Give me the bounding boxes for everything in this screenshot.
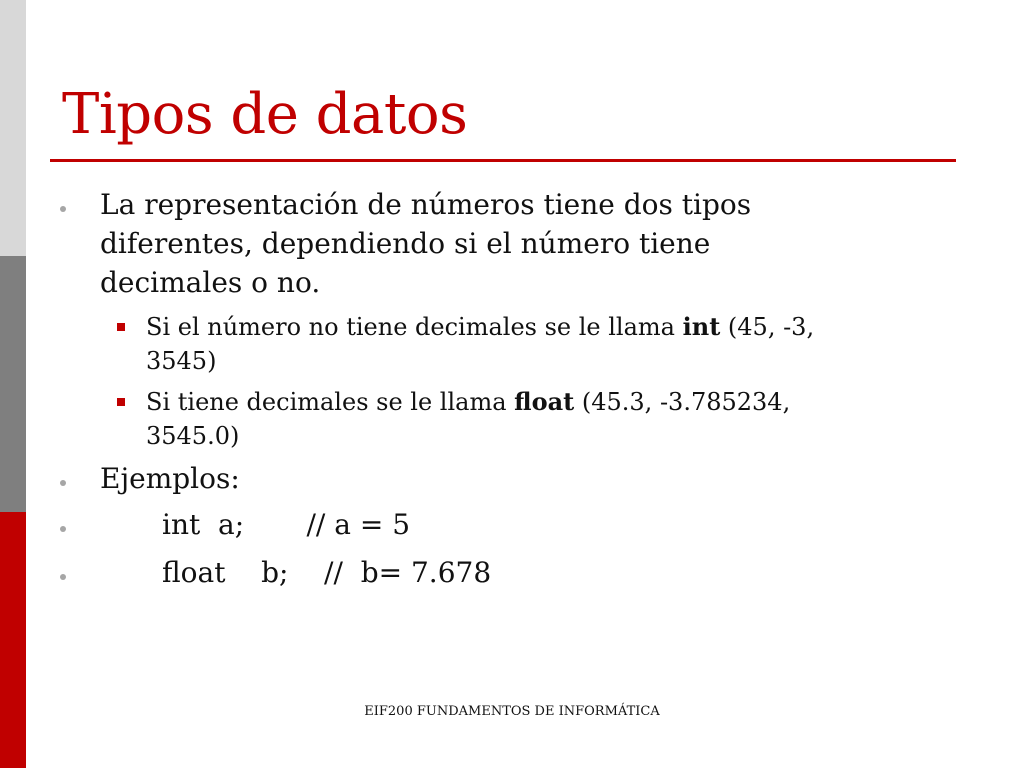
sub-bullet-int bbox=[146, 310, 814, 344]
sub-bullet-text: Si el número no tiene decimales se le llama bbox=[146, 313, 683, 341]
sub-bullet-text: (45.3, -3.785234, bbox=[574, 388, 791, 416]
footer-text: EIF200 FUNDAMENTOS DE INFORMÁTICA bbox=[364, 704, 660, 719]
code-line-float: float b; // b= 7.678 bbox=[162, 556, 492, 589]
sub-bullet-text: Si tiene decimales se le llama bbox=[146, 388, 515, 416]
sub-bullet-float bbox=[146, 385, 790, 419]
keyword-float: float bbox=[514, 387, 575, 416]
bullet-text-line: La representación de números tiene dos tipos bbox=[100, 188, 752, 221]
sub-bullet-square-icon bbox=[117, 398, 125, 406]
side-accent-bar bbox=[0, 0, 26, 768]
sub-bullet-continuation: 3545) bbox=[146, 347, 217, 375]
sub-bullet-square-icon bbox=[117, 323, 125, 331]
bullet-text-line: decimales o no. bbox=[100, 266, 321, 299]
slide-title: Tipos de datos bbox=[62, 82, 468, 147]
bullet-dot bbox=[60, 526, 66, 532]
bullet-text-line: diferentes, dependiendo si el número tiene bbox=[100, 227, 711, 260]
sub-bullet-text: (45, -3, bbox=[720, 313, 815, 341]
code-line-int: int a; // a = 5 bbox=[162, 508, 411, 541]
side-bar-segment-bottom bbox=[0, 512, 26, 768]
bullet-dot bbox=[60, 574, 66, 580]
side-bar-segment-middle bbox=[0, 256, 26, 512]
side-bar-segment-top bbox=[0, 0, 26, 256]
sub-bullet-continuation: 3545.0) bbox=[146, 422, 240, 450]
examples-label: Ejemplos: bbox=[100, 462, 240, 495]
title-underline bbox=[50, 159, 956, 162]
keyword-int: int bbox=[682, 312, 721, 341]
slide-footer bbox=[0, 704, 1024, 719]
bullet-dot bbox=[60, 206, 66, 212]
bullet-dot bbox=[60, 480, 66, 486]
